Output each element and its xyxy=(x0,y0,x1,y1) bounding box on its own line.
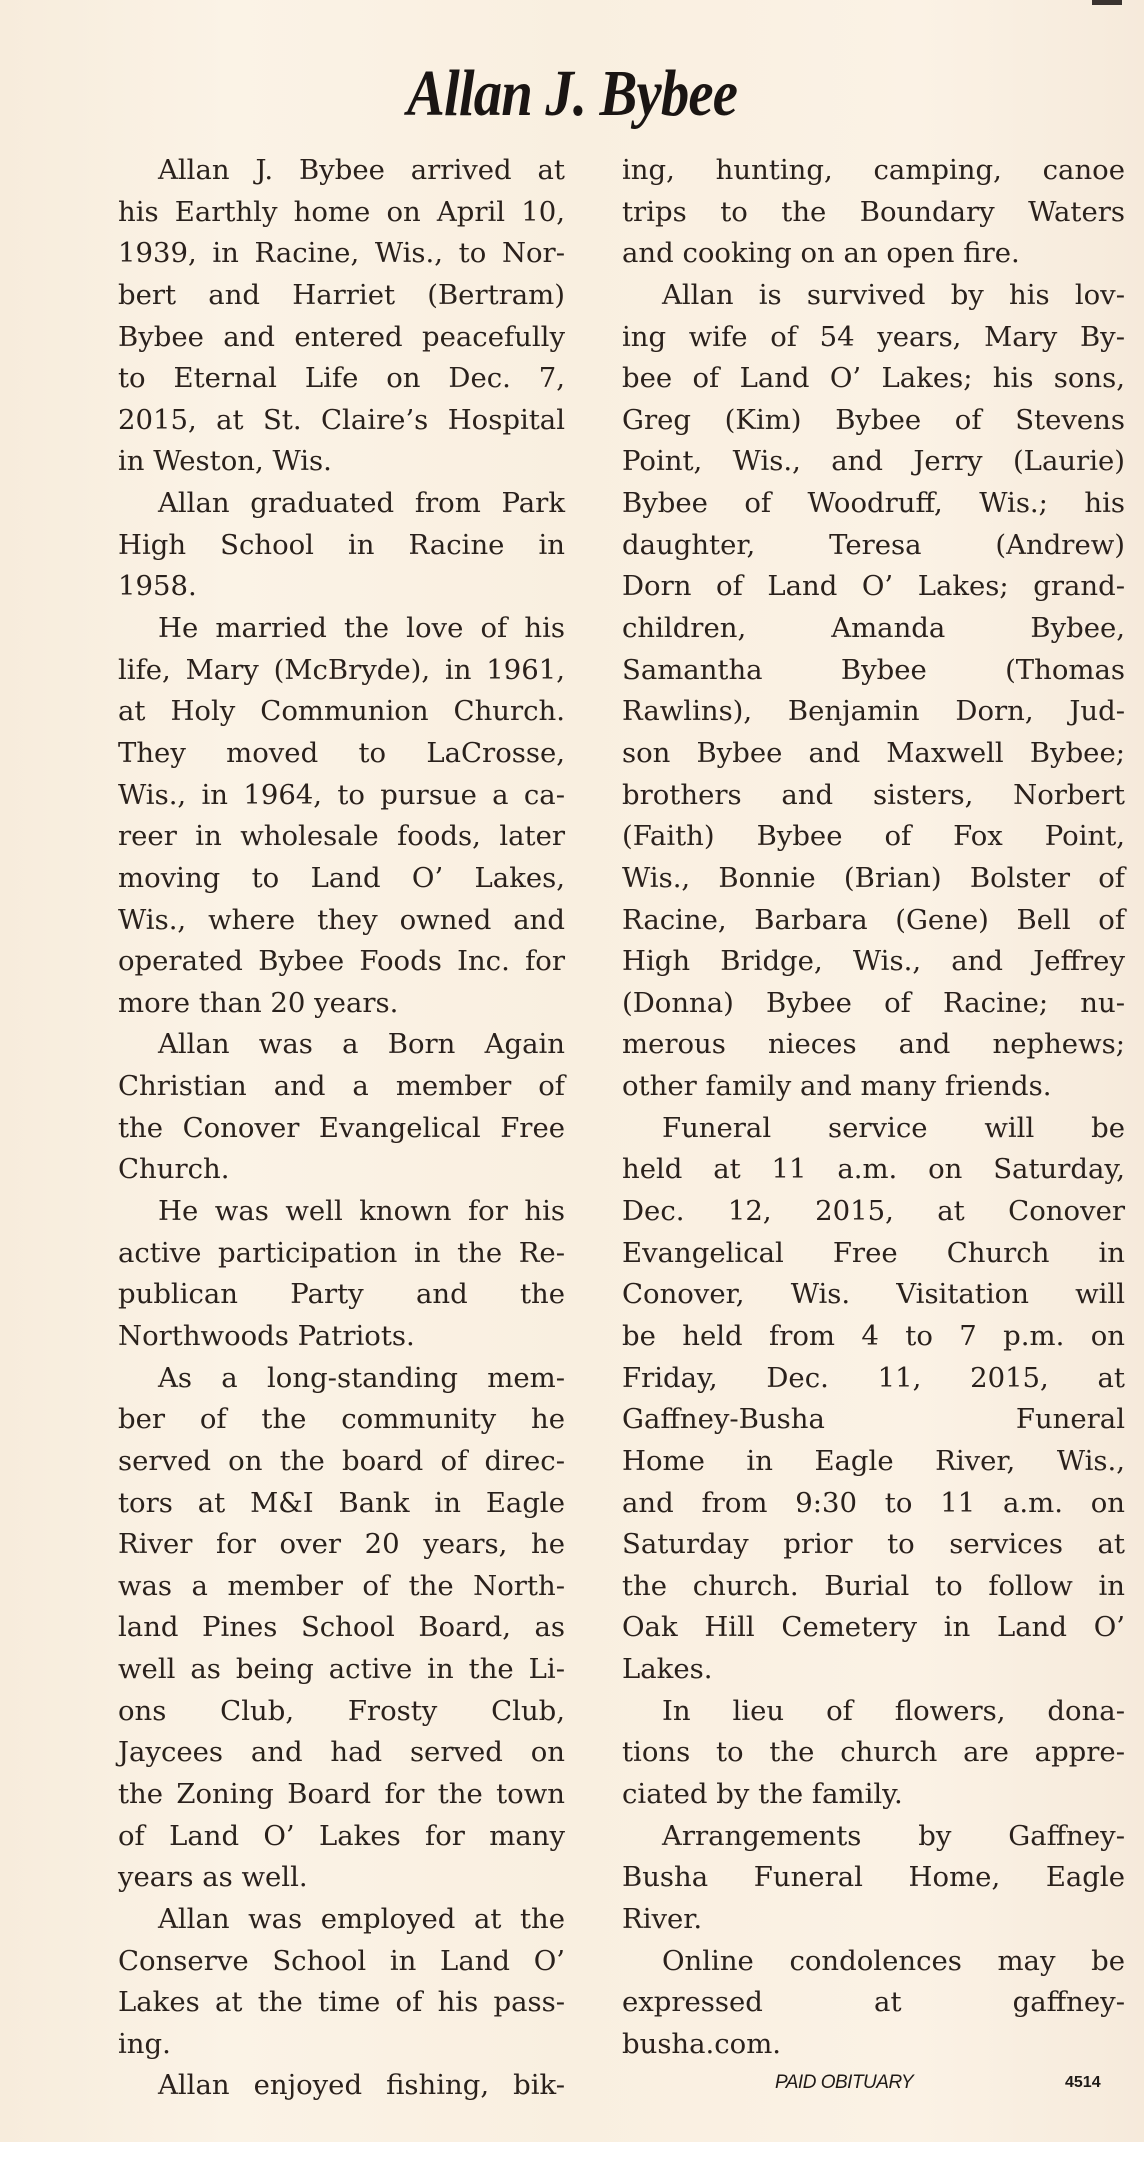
text-line: the Zoning Board for the town xyxy=(118,1777,565,1810)
text-line: Allan was a Born Again xyxy=(158,1028,565,1061)
text-line: be held from 4 to 7 p.m. on xyxy=(622,1319,1125,1352)
text-line: Allan J. Bybee arrived at xyxy=(158,154,565,186)
text-line: In lieu of flowers, dona- xyxy=(662,1694,1125,1727)
text-line: bert and Harriet (Bertram) xyxy=(118,278,565,311)
text-line: 1958. xyxy=(118,570,197,603)
right-column xyxy=(622,150,1125,2065)
text-line: ciated by the family. xyxy=(622,1777,903,1810)
text-line: was a member of the North- xyxy=(118,1569,565,1602)
text-line: ing, hunting, camping, canoe xyxy=(622,154,1125,186)
text-line: moving to Land O’ Lakes, xyxy=(118,861,565,894)
page-edge-mark xyxy=(1092,0,1122,5)
text-line: operated Bybee Foods Inc. for xyxy=(118,945,565,978)
text-line: Christian and a member of xyxy=(118,1070,565,1103)
text-line: of Land O’ Lakes for many xyxy=(118,1819,565,1852)
text-line: Wis., where they owned and xyxy=(118,903,565,936)
paid-obituary-label: PAID OBITUARY xyxy=(775,2072,914,2093)
text-line: Allan enjoyed fishing, bik- xyxy=(158,2069,565,2102)
text-line: As a long-standing mem- xyxy=(158,1361,565,1394)
obituary-title: Allan J. Bybee xyxy=(406,57,738,131)
text-line: daughter, Teresa (Andrew) xyxy=(622,528,1125,561)
text-line: ber of the community he xyxy=(118,1403,565,1436)
text-line: tions to the church are appre- xyxy=(622,1736,1125,1769)
left-column xyxy=(118,150,565,2107)
text-line: Arrangements by Gaffney- xyxy=(662,1819,1125,1852)
text-line: Home in Eagle River, Wis., xyxy=(622,1444,1125,1477)
text-line: land Pines School Board, as xyxy=(118,1611,565,1644)
text-line: Allan is survived by his lov- xyxy=(662,278,1125,311)
text-line: (Faith) Bybee of Fox Point, xyxy=(622,820,1125,853)
text-line: served on the board of direc- xyxy=(118,1444,565,1477)
text-line: Samantha Bybee (Thomas xyxy=(622,653,1125,686)
text-line: Conover, Wis. Visitation will xyxy=(622,1278,1125,1311)
ad-number: 4514 xyxy=(1065,2074,1101,2091)
text-line: Bybee of Woodruff, Wis.; his xyxy=(622,487,1125,520)
text-line: Greg (Kim) Bybee of Stevens xyxy=(622,403,1125,436)
text-line: life, Mary (McBryde), in 1961, xyxy=(118,653,565,686)
text-line: Allan was employed at the xyxy=(158,1902,565,1935)
text-line: Busha Funeral Home, Eagle xyxy=(622,1861,1125,1894)
text-line: well as being active in the Li- xyxy=(118,1653,565,1686)
text-line: Funeral service will be xyxy=(662,1111,1125,1144)
text-line: bee of Land O’ Lakes; his sons, xyxy=(622,362,1125,395)
text-line: Northwoods Patriots. xyxy=(118,1319,415,1352)
text-line: in Weston, Wis. xyxy=(118,445,332,478)
text-line: High School in Racine in xyxy=(118,528,565,561)
text-line: children, Amanda Bybee, xyxy=(622,612,1125,645)
text-line: Bybee and entered peacefully xyxy=(118,320,565,353)
text-line: Lakes. xyxy=(622,1653,713,1686)
text-line: Saturday prior to services at xyxy=(622,1528,1125,1561)
text-line: 1939, in Racine, Wis., to Nor- xyxy=(118,237,565,270)
text-line: River. xyxy=(622,1902,703,1935)
text-line: Wis., in 1964, to pursue a ca- xyxy=(118,778,565,811)
text-line: busha.com. xyxy=(622,2027,782,2060)
text-line: more than 20 years. xyxy=(118,986,399,1019)
text-line: to Eternal Life on Dec. 7, xyxy=(118,362,565,395)
text-line: Dec. 12, 2015, at Conover xyxy=(622,1195,1125,1228)
text-line: his Earthly home on April 10, xyxy=(118,195,565,228)
text-line: expressed at gaffney- xyxy=(622,1986,1125,2019)
scan-margin xyxy=(0,2142,1144,2161)
text-line: merous nieces and nephews; xyxy=(622,1028,1125,1061)
text-line: the Conover Evangelical Free xyxy=(118,1111,565,1144)
text-line: Point, Wis., and Jerry (Laurie) xyxy=(622,445,1125,478)
text-line: Friday, Dec. 11, 2015, at xyxy=(622,1361,1125,1394)
text-line: Online condolences may be xyxy=(662,1944,1125,1977)
text-line: Gaffney-Busha Funeral xyxy=(622,1403,1125,1436)
text-line: Jaycees and had served on xyxy=(118,1736,565,1769)
text-line: Oak Hill Cemetery in Land O’ xyxy=(622,1611,1125,1644)
text-line: Lakes at the time of his pass- xyxy=(118,1986,565,2019)
text-line: He married the love of his xyxy=(158,612,565,645)
text-line: tors at M&I Bank in Eagle xyxy=(118,1486,565,1519)
text-line: Dorn of Land O’ Lakes; grand- xyxy=(622,570,1125,603)
text-line: active participation in the Re- xyxy=(118,1236,565,1269)
text-line: Racine, Barbara (Gene) Bell of xyxy=(622,903,1125,936)
text-line: ing. xyxy=(118,2027,171,2060)
text-line: and from 9:30 to 11 a.m. on xyxy=(622,1486,1125,1519)
text-line: ing wife of 54 years, Mary By- xyxy=(622,320,1125,353)
text-line: 2015, at St. Claire’s Hospital xyxy=(118,403,565,436)
text-line: Rawlins), Benjamin Dorn, Jud- xyxy=(622,695,1125,728)
text-line: publican Party and the xyxy=(118,1278,565,1311)
text-line: brothers and sisters, Norbert xyxy=(622,778,1125,811)
text-line: High Bridge, Wis., and Jeffrey xyxy=(622,945,1125,978)
text-line: trips to the Boundary Waters xyxy=(622,195,1125,228)
text-line: Wis., Bonnie (Brian) Bolster of xyxy=(622,861,1125,894)
text-line: ons Club, Frosty Club, xyxy=(118,1694,565,1727)
text-line: Church. xyxy=(118,1153,230,1186)
text-line: reer in wholesale foods, later xyxy=(118,820,565,853)
text-line: son Bybee and Maxwell Bybee; xyxy=(622,736,1125,769)
text-line: and cooking on an open fire. xyxy=(622,237,1020,270)
text-line: (Donna) Bybee of Racine; nu- xyxy=(622,986,1125,1019)
text-line: They moved to LaCrosse, xyxy=(118,736,565,769)
text-line: at Holy Communion Church. xyxy=(118,695,565,728)
text-line: other family and many friends. xyxy=(622,1070,1052,1103)
text-line: years as well. xyxy=(118,1861,308,1894)
text-line: River for over 20 years, he xyxy=(118,1528,565,1561)
text-line: Conserve School in Land O’ xyxy=(118,1944,565,1977)
text-line: He was well known for his xyxy=(158,1195,565,1228)
text-line: Allan graduated from Park xyxy=(158,487,565,520)
text-line: held at 11 a.m. on Saturday, xyxy=(622,1153,1125,1186)
text-line: Evangelical Free Church in xyxy=(622,1236,1125,1269)
text-line: the church. Burial to follow in xyxy=(622,1569,1125,1602)
